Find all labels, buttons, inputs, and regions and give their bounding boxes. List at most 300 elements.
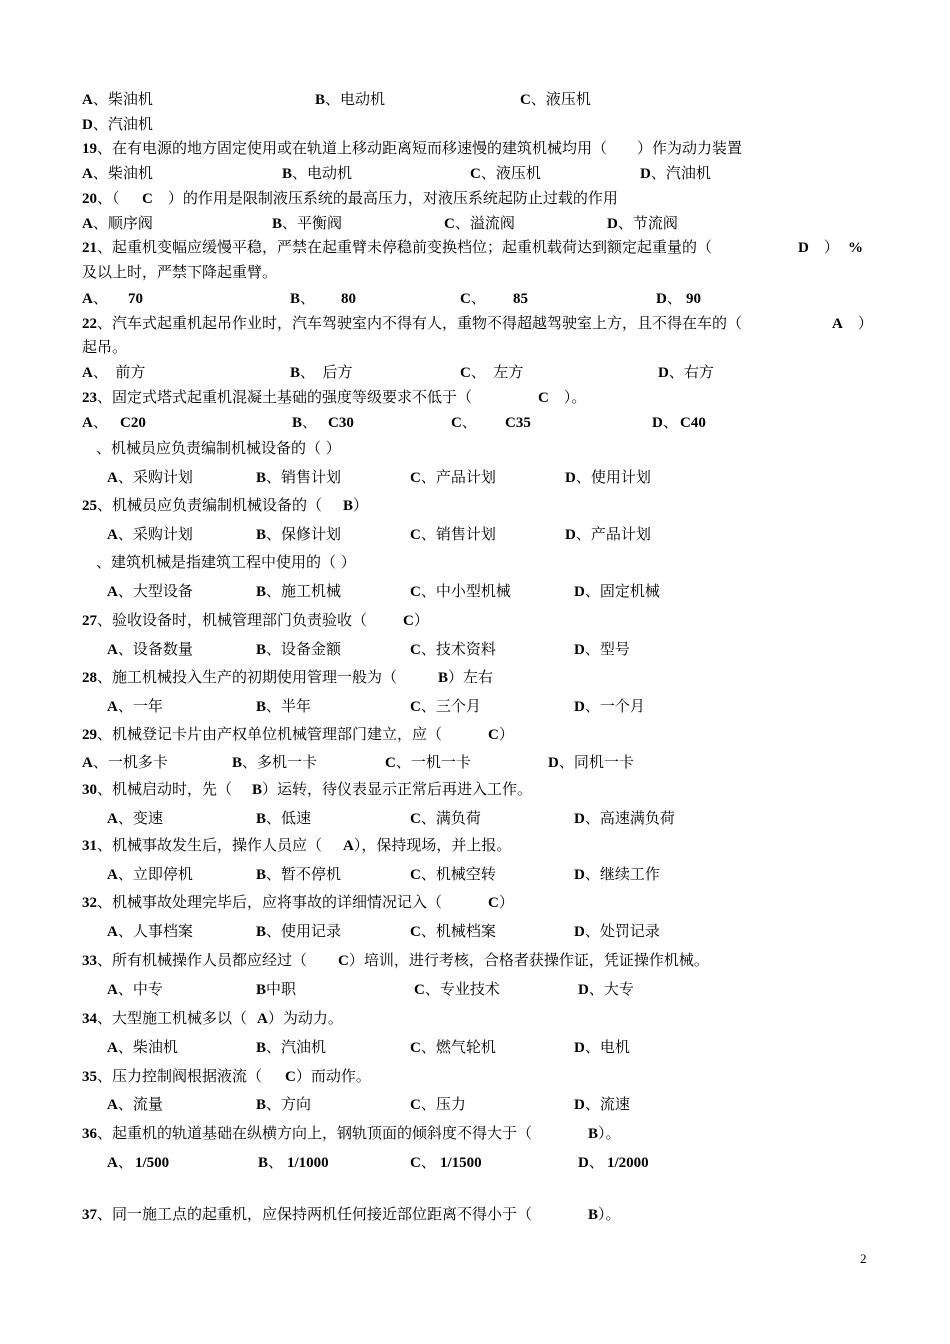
- bold-label: D: [578, 982, 589, 998]
- text-segment: [107, 921, 193, 941]
- text-segment: [82, 1204, 532, 1224]
- segment-text: 、柴油机: [92, 164, 153, 182]
- segment-text: 、产品计划: [420, 468, 496, 486]
- text-segment: [82, 237, 712, 257]
- text-segment: [256, 1094, 311, 1114]
- segment-text: 、汽油机: [92, 115, 153, 133]
- bold-label: B: [252, 782, 263, 798]
- bold-label: C: [285, 1069, 296, 1085]
- bold-label: C: [444, 216, 455, 232]
- text-segment: [232, 752, 317, 772]
- text-segment: [107, 581, 193, 601]
- bold-label: A: [82, 216, 93, 232]
- bold-label: C: [520, 92, 531, 108]
- text-segment: [343, 495, 368, 515]
- bold-label: C: [403, 613, 414, 629]
- segment-text: 、压力: [420, 1095, 466, 1113]
- segment-text: 、采购计划: [117, 468, 193, 486]
- text-segment: [410, 1152, 436, 1172]
- segment-text: 、电机: [584, 1038, 630, 1056]
- segment-text: 、变速: [117, 809, 163, 827]
- text-segment: [256, 467, 341, 487]
- segment-text: 、保修计划: [266, 525, 342, 543]
- segment-text: 、压力控制阀根据液流（: [97, 1067, 263, 1085]
- text-segment: [82, 835, 322, 855]
- segment-text: 、一年: [117, 697, 163, 715]
- segment-text: 、溢流阀: [454, 214, 515, 232]
- segment-text: ）: [353, 496, 369, 514]
- text-segment: [410, 921, 496, 941]
- text-segment: [607, 213, 678, 233]
- bold-label: A: [107, 1097, 118, 1113]
- segment-text: ）。: [598, 1205, 621, 1223]
- segment-text: ）: [842, 314, 873, 332]
- segment-text: 、一机一卡: [395, 753, 471, 771]
- text-segment: [82, 337, 127, 357]
- text-segment: [256, 979, 296, 999]
- segment-text: 、验收设备时，机械管理部门负责验收（: [97, 611, 368, 629]
- bold-label: A: [107, 1155, 118, 1171]
- text-segment: [82, 779, 232, 799]
- text-segment: [82, 1008, 247, 1028]
- segment-text: 、暂不停机: [266, 865, 342, 883]
- bold-label: D: [578, 1155, 589, 1171]
- segment-text: ）左右: [448, 668, 494, 686]
- bold-label: 20: [82, 191, 97, 207]
- bold-label: D: [574, 867, 585, 883]
- bold-label: C: [410, 811, 421, 827]
- text-segment: [410, 639, 496, 659]
- text-segment: [285, 1066, 371, 1086]
- bold-label: D: [574, 1097, 585, 1113]
- text-segment: [82, 724, 442, 744]
- text-segment: [120, 412, 146, 432]
- text-segment: [565, 467, 651, 487]
- text-segment: [315, 89, 385, 109]
- text-segment: [403, 610, 429, 630]
- text-segment: [256, 1037, 326, 1057]
- bold-label: 1/2000: [607, 1155, 649, 1171]
- bold-label: A: [107, 867, 118, 883]
- segment-text: ）: [498, 725, 514, 743]
- segment-text: 、机械登记卡片由产权单位机械管理部门建立，应（: [97, 725, 443, 743]
- bold-label: C40: [680, 415, 706, 431]
- text-segment: [578, 1152, 604, 1172]
- text-segment: [460, 362, 523, 382]
- text-segment: [574, 864, 660, 884]
- text-segment: [107, 864, 193, 884]
- bold-label: 1/500: [135, 1155, 170, 1171]
- bold-label: 70: [128, 291, 143, 307]
- bold-label: 21: [82, 240, 97, 256]
- text-segment: [410, 467, 496, 487]
- segment-text: 、液压机: [530, 90, 591, 108]
- bold-label: A: [343, 838, 354, 854]
- bold-label: 30: [82, 782, 97, 798]
- segment-text: 、燃气轮机: [420, 1038, 496, 1056]
- segment-text: 、电动机: [325, 90, 386, 108]
- bold-label: A: [107, 924, 118, 940]
- segment-text: 、: [588, 1153, 604, 1171]
- text-segment: [538, 387, 586, 407]
- segment-text: 、起重机变幅应缓慢平稳，严禁在起重臂未停稳前变换档位；起重机载荷达到额定起重量的（: [97, 238, 713, 256]
- text-segment: [385, 752, 471, 772]
- bold-label: A: [107, 982, 118, 998]
- text-segment: [488, 724, 514, 744]
- text-segment: [574, 696, 645, 716]
- segment-text: 、施工机械: [266, 582, 342, 600]
- bold-label: A: [82, 92, 93, 108]
- segment-text: 、机械启动时，先（: [97, 780, 233, 798]
- text-segment: [256, 864, 341, 884]
- bold-label: D: [574, 699, 585, 715]
- bold-label: C: [410, 1155, 421, 1171]
- segment-text: 、机械事故发生后，操作人员应（: [97, 836, 323, 854]
- text-segment: [107, 808, 163, 828]
- text-segment: [574, 1094, 630, 1114]
- segment-text: 、采购计划: [117, 525, 193, 543]
- text-segment: [287, 1152, 329, 1172]
- text-segment: [107, 1037, 178, 1057]
- text-segment: [414, 979, 500, 999]
- bold-label: 22: [82, 316, 97, 332]
- segment-text: 、高速满负荷: [584, 809, 675, 827]
- segment-text: ）: [808, 238, 839, 256]
- bold-label: B: [256, 1040, 267, 1056]
- bold-label: A: [107, 470, 118, 486]
- text-segment: [338, 950, 709, 970]
- text-segment: [256, 808, 311, 828]
- bold-label: A: [257, 1011, 268, 1027]
- segment-text: 、机械员应负责编制机械设备的（: [97, 496, 323, 514]
- text-segment: [82, 138, 742, 158]
- bold-label: 32: [82, 895, 97, 911]
- segment-text: 、使用计划: [575, 468, 651, 486]
- segment-text: 、 前方: [92, 363, 146, 381]
- page-number: 2: [860, 1251, 867, 1266]
- bold-label: B: [256, 811, 267, 827]
- bold-label: B: [256, 584, 267, 600]
- segment-text: 、液压机: [480, 164, 541, 182]
- text-segment: [505, 412, 531, 432]
- text-segment: [142, 188, 618, 208]
- text-segment: [96, 438, 341, 458]
- segment-text: 、一机多卡: [92, 753, 168, 771]
- text-segment: [440, 1152, 482, 1172]
- segment-text: 、: [300, 289, 316, 307]
- text-segment: [410, 808, 481, 828]
- bold-label: B: [343, 498, 354, 514]
- text-segment: [640, 163, 711, 183]
- segment-text: 、电动机: [292, 164, 353, 182]
- bold-label: B: [256, 1097, 267, 1113]
- bold-label: A: [107, 642, 118, 658]
- bold-label: D: [640, 166, 651, 182]
- segment-text: ），保持现场，并上报。: [353, 836, 512, 854]
- text-segment: [82, 752, 168, 772]
- bold-label: 35: [82, 1069, 97, 1085]
- segment-text: 、人事档案: [117, 922, 193, 940]
- bold-label: A: [82, 291, 93, 307]
- text-segment: [258, 1152, 283, 1172]
- bold-label: B: [232, 755, 243, 771]
- bold-label: 37: [82, 1207, 97, 1223]
- text-segment: [520, 89, 591, 109]
- bold-label: C: [410, 527, 421, 543]
- segment-text: 、固定机械: [584, 582, 660, 600]
- text-segment: [135, 1152, 169, 1172]
- text-segment: [410, 1037, 496, 1057]
- text-segment: [798, 237, 839, 257]
- text-segment: [82, 412, 108, 432]
- bold-label: A: [107, 584, 118, 600]
- segment-text: 、使用记录: [266, 922, 342, 940]
- bold-label: C: [142, 191, 153, 207]
- segment-text: 、平衡阀: [282, 214, 343, 232]
- segment-text: 、: [268, 1153, 284, 1171]
- text-segment: [272, 213, 342, 233]
- segment-text: 、 后方: [300, 363, 353, 381]
- bold-label: D: [656, 291, 667, 307]
- segment-text: 、技术资料: [420, 640, 496, 658]
- segment-text: 、销售计划: [266, 468, 342, 486]
- text-segment: [82, 89, 153, 109]
- segment-text: 、三个月: [420, 697, 481, 715]
- bold-label: A: [832, 316, 843, 332]
- text-segment: [252, 779, 532, 799]
- bold-label: D: [574, 584, 585, 600]
- text-segment: [588, 1204, 621, 1224]
- bold-label: 90: [686, 291, 701, 307]
- text-segment: [410, 1094, 466, 1114]
- segment-text: 、大专: [588, 980, 634, 998]
- bold-label: B: [256, 642, 267, 658]
- text-segment: [832, 313, 873, 333]
- bold-label: C: [410, 584, 421, 600]
- text-segment: [282, 163, 352, 183]
- text-segment: [82, 188, 135, 208]
- segment-text: 、固定式塔式起重机混凝土基础的强度等级要求不低于（: [97, 388, 488, 406]
- segment-text: 、中小型机械: [420, 582, 511, 600]
- text-segment: [107, 696, 163, 716]
- bold-label: C: [488, 895, 499, 911]
- text-segment: [341, 288, 356, 308]
- bold-label: C: [410, 1097, 421, 1113]
- segment-text: 、销售计划: [420, 525, 496, 543]
- bold-label: 31: [82, 838, 97, 854]
- segment-text: 、: [302, 413, 318, 431]
- segment-text: 、设备金额: [266, 640, 342, 658]
- segment-text: 起吊。: [82, 338, 128, 356]
- segment-text: 、专业技术: [424, 980, 500, 998]
- bold-label: C: [414, 982, 425, 998]
- bold-label: B: [290, 365, 301, 381]
- segment-text: 、多机一卡: [242, 753, 318, 771]
- bold-label: D: [574, 924, 585, 940]
- text-segment: [410, 696, 481, 716]
- segment-text: ）培训，进行考核，合格者获操作证，凭证操作机械。: [348, 951, 709, 969]
- bold-label: B: [256, 867, 267, 883]
- bold-label: A: [82, 755, 93, 771]
- text-segment: [82, 610, 367, 630]
- bold-label: B: [282, 166, 293, 182]
- segment-text: ）的作用是限制液压系统的最高压力，对液压系统起防止过载的作用: [152, 189, 618, 207]
- text-segment: [658, 362, 714, 382]
- text-segment: [82, 387, 487, 407]
- segment-text: 、方向: [266, 1095, 312, 1113]
- bold-label: B: [588, 1126, 599, 1142]
- text-segment: [488, 892, 514, 912]
- text-segment: [107, 524, 193, 544]
- segment-text: 、型号: [584, 640, 630, 658]
- bold-label: A: [82, 365, 93, 381]
- bold-label: B: [258, 1155, 269, 1171]
- segment-text: 、起重机的轨道基础在纵横方向上，钢轨顶面的倾斜度不得大于（: [97, 1124, 533, 1142]
- bold-label: B: [256, 699, 267, 715]
- bold-label: 1/1000: [287, 1155, 329, 1171]
- segment-text: ）运转，待仪表显示正常后再进入工作。: [262, 780, 533, 798]
- bold-label: C: [451, 415, 462, 431]
- bold-label: A: [107, 811, 118, 827]
- bold-label: B: [588, 1207, 599, 1223]
- segment-text: 、柴油机: [117, 1038, 178, 1056]
- text-segment: [410, 524, 496, 544]
- text-segment: [574, 1037, 630, 1057]
- text-segment: [82, 114, 153, 134]
- segment-text: 、处罚记录: [584, 922, 660, 940]
- text-segment: [107, 1094, 163, 1114]
- text-segment: [82, 667, 397, 687]
- segment-text: 、中专: [117, 980, 163, 998]
- text-segment: [686, 288, 701, 308]
- bold-label: 36: [82, 1126, 97, 1142]
- segment-text: 、: [662, 413, 678, 431]
- bold-label: %: [848, 240, 863, 256]
- text-segment: [128, 288, 143, 308]
- bold-label: C: [410, 642, 421, 658]
- segment-text: 、流量: [117, 1095, 163, 1113]
- segment-text: 、: [92, 289, 108, 307]
- bold-label: 25: [82, 498, 97, 514]
- bold-label: D: [798, 240, 809, 256]
- text-segment: [410, 581, 511, 601]
- text-segment: [565, 524, 651, 544]
- text-segment: [652, 412, 678, 432]
- text-segment: [107, 979, 163, 999]
- bold-label: 1/1500: [440, 1155, 482, 1171]
- segment-text: 、: [470, 289, 486, 307]
- segment-text: 、继续工作: [584, 865, 660, 883]
- text-segment: [451, 412, 477, 432]
- segment-text: 、: [666, 289, 682, 307]
- bold-label: B: [256, 924, 267, 940]
- text-segment: [574, 639, 630, 659]
- bold-label: B: [256, 527, 267, 543]
- text-segment: [96, 552, 356, 572]
- bold-label: 33: [82, 953, 97, 969]
- text-segment: [574, 581, 660, 601]
- segment-text: 、: [420, 1153, 436, 1171]
- text-segment: [343, 835, 511, 855]
- text-segment: [328, 412, 354, 432]
- text-segment: [513, 288, 528, 308]
- text-segment: [256, 581, 341, 601]
- segment-text: ）: [498, 893, 514, 911]
- text-segment: [82, 495, 322, 515]
- bold-label: A: [82, 415, 93, 431]
- segment-text: 、大型设备: [117, 582, 193, 600]
- text-segment: [82, 892, 442, 912]
- text-segment: [444, 213, 515, 233]
- text-segment: [256, 696, 311, 716]
- bold-label: A: [107, 699, 118, 715]
- bold-label: A: [107, 527, 118, 543]
- bold-label: C: [470, 166, 481, 182]
- segment-text: 、同一施工点的起重机，应保持两机任何接近部位距离不得小于（: [97, 1205, 533, 1223]
- text-segment: [107, 1152, 133, 1172]
- bold-label: B: [438, 670, 449, 686]
- text-segment: [548, 752, 634, 772]
- segment-text: 、柴油机: [92, 90, 153, 108]
- bold-label: A: [82, 166, 93, 182]
- text-segment: [82, 362, 145, 382]
- text-segment: [257, 1008, 343, 1028]
- text-segment: [292, 412, 317, 432]
- bold-label: D: [565, 527, 576, 543]
- bold-label: B: [256, 982, 267, 998]
- text-segment: [290, 288, 315, 308]
- text-segment: [680, 412, 706, 432]
- segment-text: ）为动力。: [267, 1009, 343, 1027]
- bold-label: B: [290, 291, 301, 307]
- bold-label: C: [410, 924, 421, 940]
- text-segment: [656, 288, 682, 308]
- bold-label: B: [272, 216, 283, 232]
- bold-label: C: [410, 699, 421, 715]
- bold-label: C: [410, 470, 421, 486]
- text-segment: [574, 808, 675, 828]
- bold-label: D: [607, 216, 618, 232]
- segment-text: 、（: [97, 189, 135, 207]
- segment-text: 、机械空转: [420, 865, 496, 883]
- bold-label: D: [548, 755, 559, 771]
- bold-label: C: [410, 1040, 421, 1056]
- segment-text: 、产品计划: [575, 525, 651, 543]
- bold-label: C: [410, 867, 421, 883]
- bold-label: B: [292, 415, 303, 431]
- text-segment: [460, 288, 486, 308]
- bold-label: D: [652, 415, 663, 431]
- text-segment: [82, 213, 153, 233]
- segment-text: 、: [461, 413, 477, 431]
- bold-label: 23: [82, 390, 97, 406]
- bold-label: 34: [82, 1011, 97, 1027]
- bold-label: C35: [505, 415, 531, 431]
- bold-label: C: [338, 953, 349, 969]
- bold-label: D: [574, 1040, 585, 1056]
- segment-text: ）。: [548, 388, 587, 406]
- text-segment: [470, 163, 541, 183]
- segment-text: 、流速: [584, 1095, 630, 1113]
- segment-text: 、右方: [668, 363, 714, 381]
- bold-label: B: [315, 92, 326, 108]
- text-segment: [82, 950, 307, 970]
- segment-text: 、立即停机: [117, 865, 193, 883]
- bold-label: 28: [82, 670, 97, 686]
- bold-label: A: [107, 1040, 118, 1056]
- segment-text: 、: [117, 1153, 133, 1171]
- bold-label: 85: [513, 291, 528, 307]
